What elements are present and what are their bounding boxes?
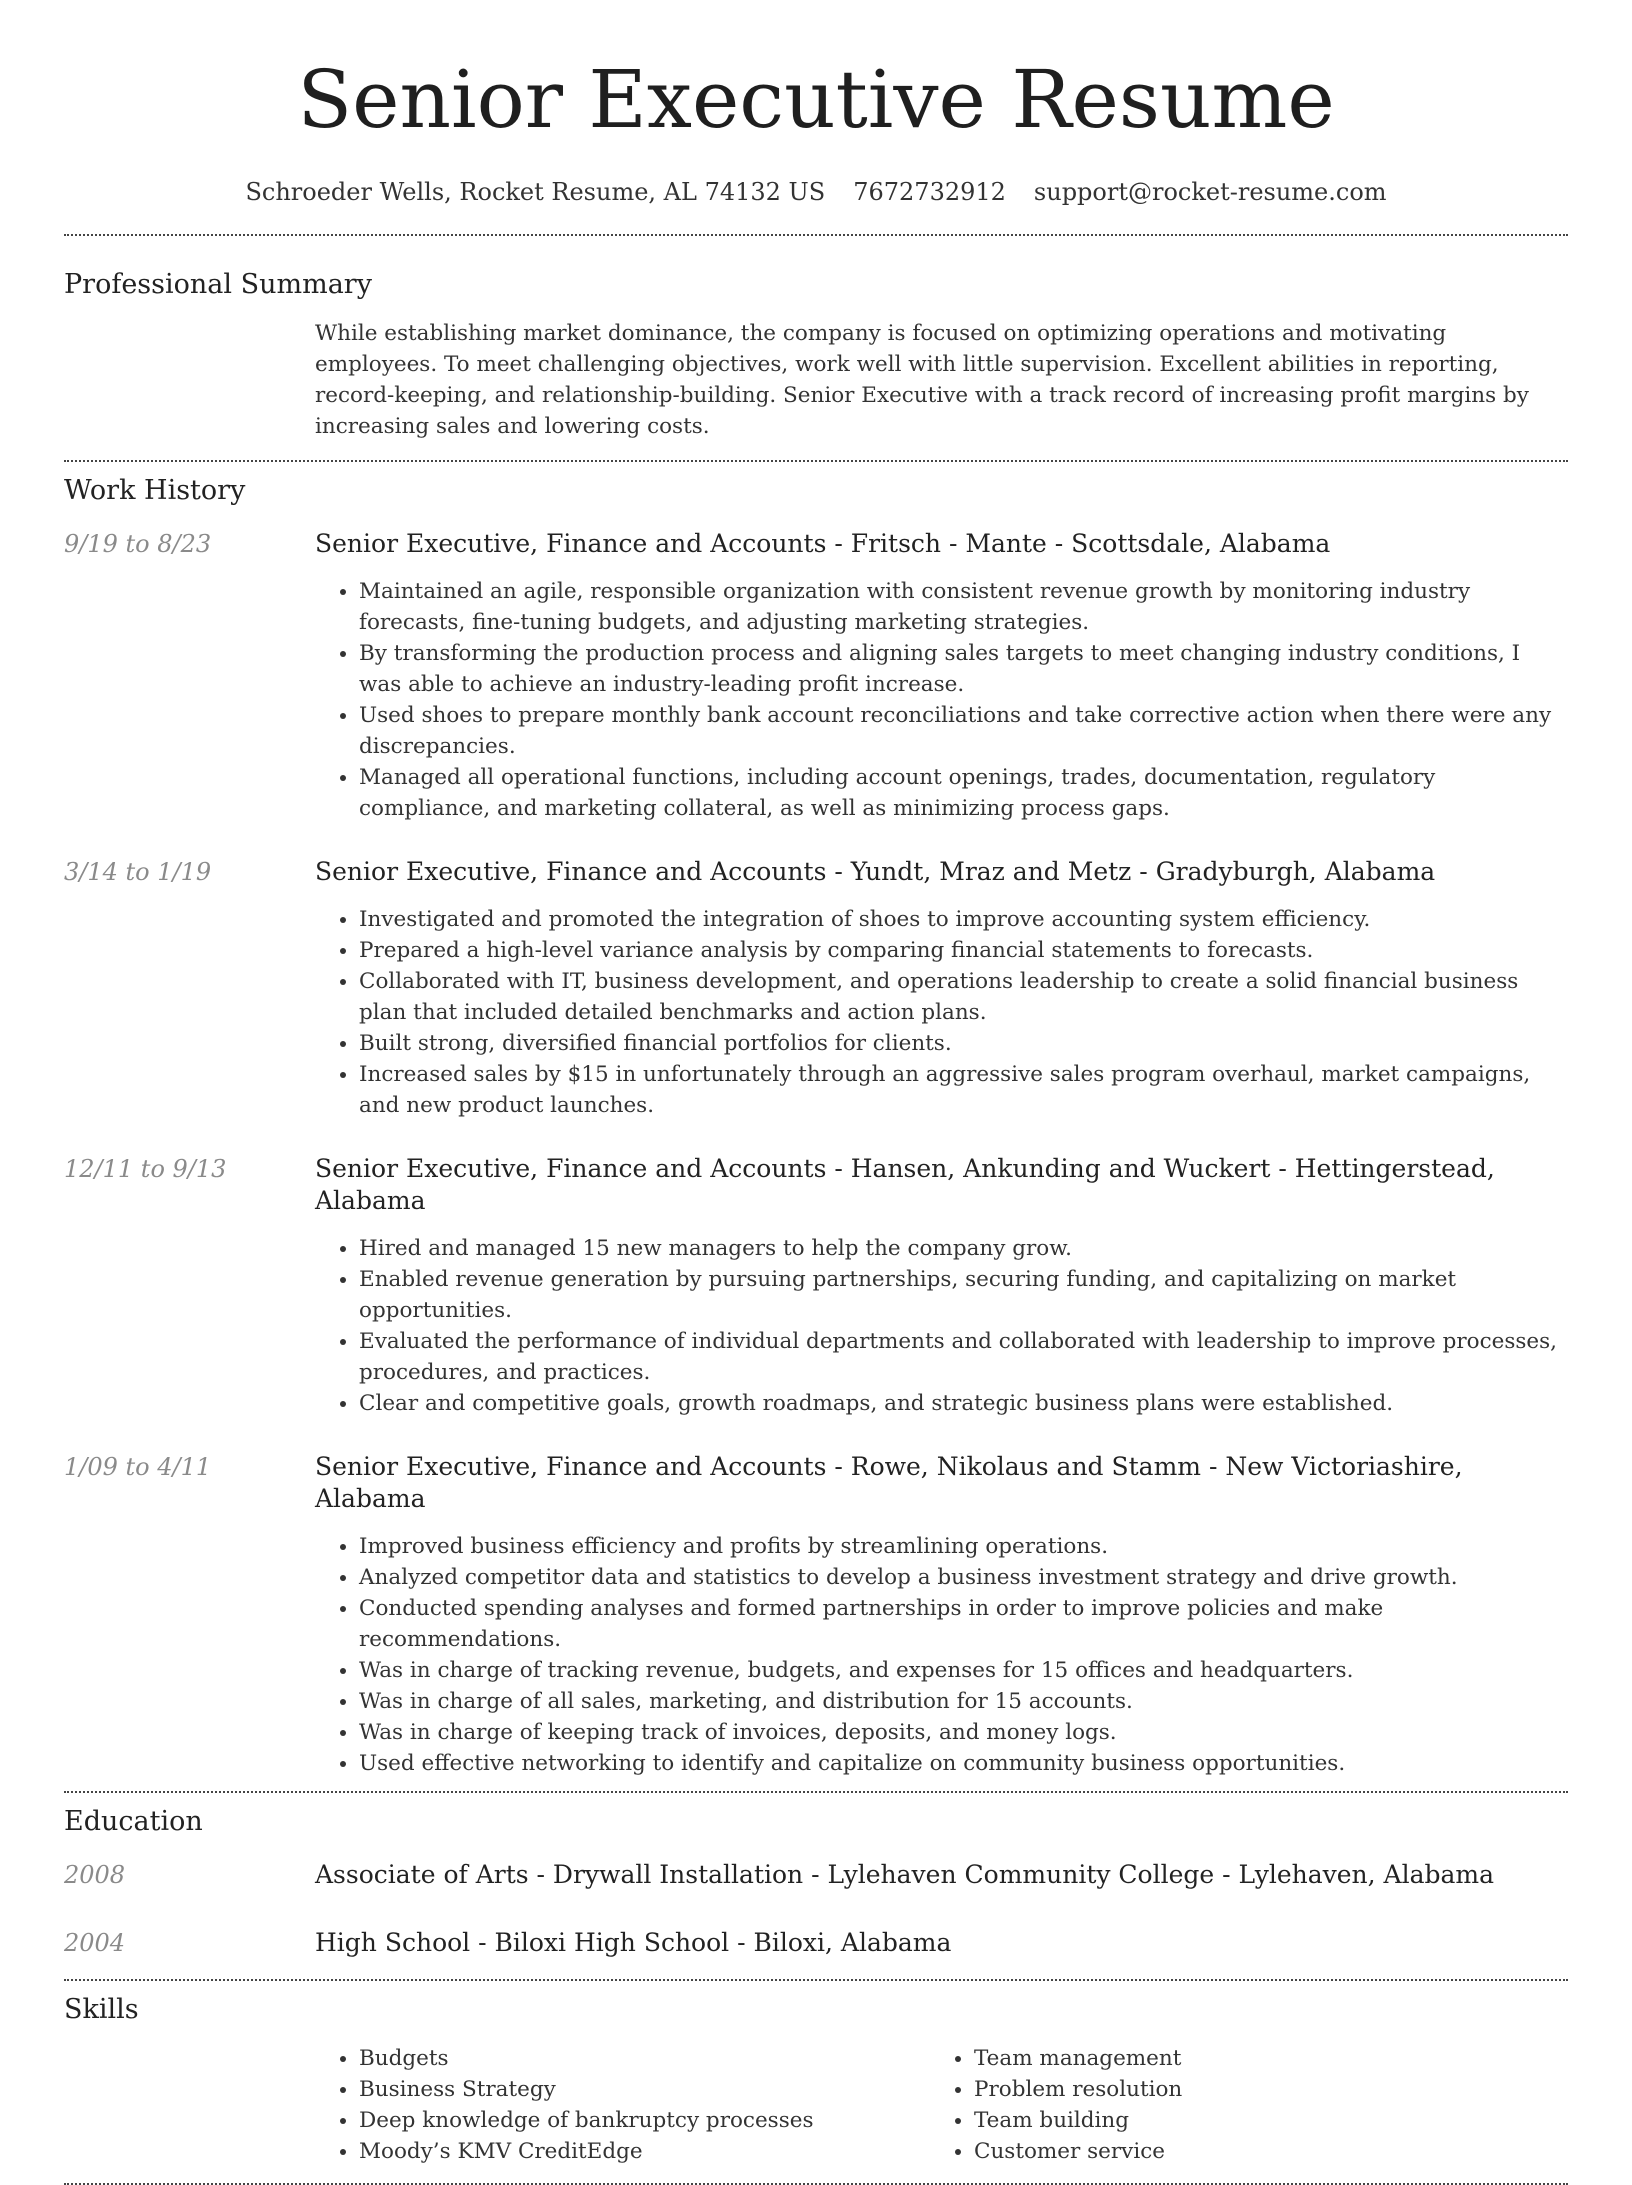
job-bullet: • Was in charge of tracking revenue, budgets, and expenses for 15 offices and headquarters. [359, 1655, 1568, 1686]
contact-email: support@rocket-resume.com [1033, 178, 1387, 206]
job-bullet: • Was in charge of all sales, marketing, and distribution for 15 accounts. [359, 1686, 1568, 1717]
job-bullet: • Prepared a high-level variance analysis by comparing financial statements to forecasts. [359, 935, 1568, 966]
job-dates: 1/09 to 4/11 [64, 1453, 212, 1481]
education-text: Associate of Arts - Drywall Installation - Lylehaven Community College - Lylehaven, Alabama [315, 1860, 1495, 1889]
job-bullet: • Evaluated the performance of individual departments and collaborated with leadership to improve processes, procedures, and practices. [359, 1326, 1568, 1388]
job-content [315, 528, 1568, 824]
section-divider [64, 460, 1568, 462]
job-bullet: • Hired and managed 15 new managers to help the company grow. [359, 1233, 1568, 1264]
job-bullet: • Clear and competitive goals, growth roadmaps, and strategic business plans were established. [359, 1388, 1568, 1419]
job-entry [64, 1451, 1568, 1779]
section-divider [64, 1979, 1568, 1981]
resume-page [64, 0, 1568, 2185]
job-bullets [315, 576, 1568, 824]
section-divider [64, 1791, 1568, 1793]
skill-item: • Moody’s KMV CreditEdge [359, 2136, 930, 2167]
job-title: Senior Executive, Finance and Accounts - Rowe, Nikolaus and Stamm - New Victoriashire, Alabama [315, 1452, 1463, 1513]
job-bullet: • Improved business efficiency and profits by streamlining operations. [359, 1531, 1568, 1562]
job-bullets [315, 1233, 1568, 1419]
job-title: Senior Executive, Finance and Accounts - Hansen, Ankunding and Wuckert - Hettingerstead, Alabama [315, 1154, 1495, 1215]
job-title: Senior Executive, Finance and Accounts - Yundt, Mraz and Metz - Gradyburgh, Alabama [315, 857, 1436, 886]
skill-item: • Deep knowledge of bankruptcy processes [359, 2105, 930, 2136]
job-bullet: • Enabled revenue generation by pursuing partnerships, securing funding, and capitalizing on market opportunities. [359, 1264, 1568, 1326]
job-bullet: • Was in charge of keeping track of invoices, deposits, and money logs. [359, 1717, 1568, 1748]
job-bullet: • By transforming the production process and aligning sales targets to meet changing industry conditions, I was able to achieve an industry-leading profit increase. [359, 638, 1568, 700]
job-bullet: • Increased sales by $15 in unfortunately through an aggressive sales program overhaul, market campaigns, and new product launches. [359, 1059, 1568, 1121]
skill-item: • Business Strategy [359, 2074, 930, 2105]
skill-item: • Problem resolution [974, 2074, 1182, 2105]
contact-phone: 7672732912 [853, 178, 1006, 206]
page-title: Senior Executive Resume [297, 53, 1335, 146]
job-bullet: • Used effective networking to identify and capitalize on community business opportunities. [359, 1748, 1568, 1779]
job-entry [64, 1153, 1568, 1419]
education-year: 2008 [64, 1861, 126, 1889]
job-dates: 3/14 to 1/19 [64, 858, 212, 886]
education-entry [64, 1859, 1568, 1891]
section-title-work: Work History [64, 475, 246, 506]
education-text: High School - Biloxi High School - Biloxi, Alabama [315, 1928, 952, 1957]
section-title-summary: Professional Summary [64, 269, 372, 300]
skill-item: • Customer service [974, 2136, 1182, 2167]
job-bullet: • Maintained an agile, responsible organization with consistent revenue growth by monitoring industry forecasts, fine-tuning budgets, and adjusting marketing strategies. [359, 576, 1568, 638]
job-bullets [315, 1531, 1568, 1779]
job-bullet: • Analyzed competitor data and statistics to develop a business investment strategy and drive growth. [359, 1562, 1568, 1593]
job-dates: 9/19 to 8/23 [64, 530, 212, 558]
job-content [315, 856, 1568, 1121]
job-entry [64, 528, 1568, 824]
job-list [64, 528, 1568, 1779]
job-entry [64, 856, 1568, 1121]
skill-item: • Budgets [359, 2043, 930, 2074]
section-title-education: Education [64, 1806, 203, 1837]
job-content [315, 1451, 1568, 1779]
job-bullet: • Built strong, diversified financial portfolios for clients. [359, 1028, 1568, 1059]
summary-text: While establishing market dominance, the company is focused on optimizing operations and motivating employees. To meet challenging objectives, work well with little supervision. Excellent abilities in reporting, record-keeping, and relationship-building. Senior Executive with a track record of increasing profit margins by increasing sales and lowering costs. [315, 321, 1529, 439]
skill-item: • Team management [974, 2043, 1182, 2074]
section-divider [64, 234, 1568, 236]
job-bullet: • Collaborated with IT, business development, and operations leadership to create a solid financial business plan that included detailed benchmarks and action plans. [359, 966, 1568, 1028]
skills-column-left [315, 2043, 930, 2167]
education-year: 2004 [64, 1929, 126, 1957]
section-title-skills: Skills [64, 1994, 139, 2025]
contact-line [64, 176, 1568, 208]
contact-address: Schroeder Wells, Rocket Resume, AL 74132 US [245, 178, 826, 206]
job-bullet: • Conducted spending analyses and formed partnerships in order to improve policies and make recommendations. [359, 1593, 1568, 1655]
job-dates: 12/11 to 9/13 [64, 1155, 227, 1183]
job-content [315, 1153, 1568, 1419]
education-entry [64, 1927, 1568, 1959]
skill-item: • Team building [974, 2105, 1182, 2136]
job-bullet: • Investigated and promoted the integration of shoes to improve accounting system efficiency. [359, 904, 1568, 935]
skills-column-right [930, 2043, 1182, 2167]
resume-header [64, 0, 1568, 208]
job-title: Senior Executive, Finance and Accounts - Fritsch - Mante - Scottsdale, Alabama [315, 529, 1331, 558]
job-bullet: • Managed all operational functions, including account openings, trades, documentation, regulatory compliance, and marketing collateral, as well as minimizing process gaps. [359, 762, 1568, 824]
job-bullet: • Used shoes to prepare monthly bank account reconciliations and take corrective action when there were any discrepancies. [359, 700, 1568, 762]
skills-grid [315, 2043, 1568, 2167]
job-bullets [315, 904, 1568, 1121]
